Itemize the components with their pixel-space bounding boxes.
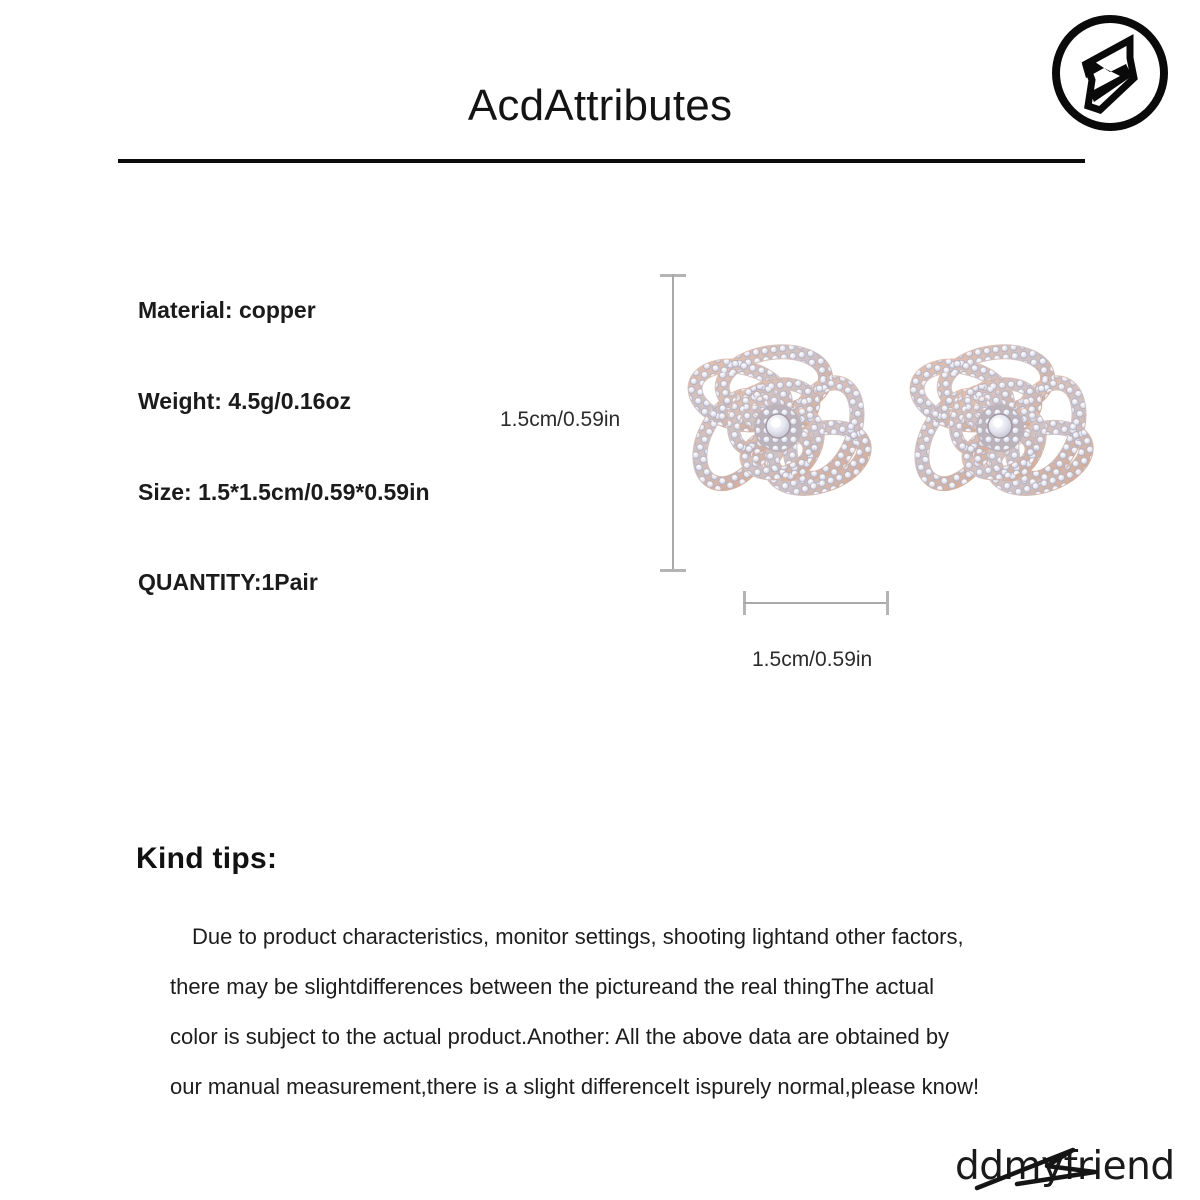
- spec-row-weight: Weight: 4.5g/0.16oz: [138, 387, 352, 414]
- kind-tips-line: our manual measurement,there is a slight differenceIt ispurely normal,please know!: [170, 1074, 980, 1099]
- spec-row-size: Size: 1.5*1.5cm/0.59*0.59in: [138, 478, 430, 505]
- width-measure-cap-right: [886, 591, 889, 615]
- spec-row-quantity: QUANTITY:1Pair: [138, 569, 318, 596]
- height-measure-line: [672, 274, 674, 572]
- width-measure-bar: [743, 596, 889, 610]
- kind-tips-line: Due to product characteristics, monitor settings, shooting lightand other factors,: [192, 924, 964, 949]
- spec-row-material: Material: copper: [138, 297, 316, 323]
- watermark: [955, 1138, 1175, 1196]
- earring-pair-image: [676, 326, 1096, 536]
- kind-tips-line: color is subject to the actual product.Another: All the above data are obtained by: [170, 1024, 950, 1049]
- width-measure-line: [743, 602, 889, 604]
- height-measure-label: 1.5cm/0.59in: [500, 408, 621, 431]
- earring-left: [680, 326, 880, 526]
- page-title: AcdAttributes: [467, 81, 733, 130]
- earring-right: [902, 326, 1102, 526]
- product-dimension-diagram: [500, 260, 1140, 690]
- watermark-text: ddmyfriend: [955, 1144, 1175, 1189]
- title-divider: [118, 159, 1085, 163]
- circle-monogram-logo-icon: [1048, 14, 1172, 132]
- strikethrough-slash-icon: [955, 1138, 1167, 1196]
- height-measure-cap-bottom: [660, 569, 686, 572]
- kind-tips-body: [170, 912, 1040, 1112]
- width-measure-label: 1.5cm/0.59in: [752, 648, 873, 671]
- kind-tips-heading: Kind tips:: [136, 842, 278, 875]
- kind-tips-line: there may be slightdifferences between the pictureand the real thingThe actual: [170, 974, 934, 999]
